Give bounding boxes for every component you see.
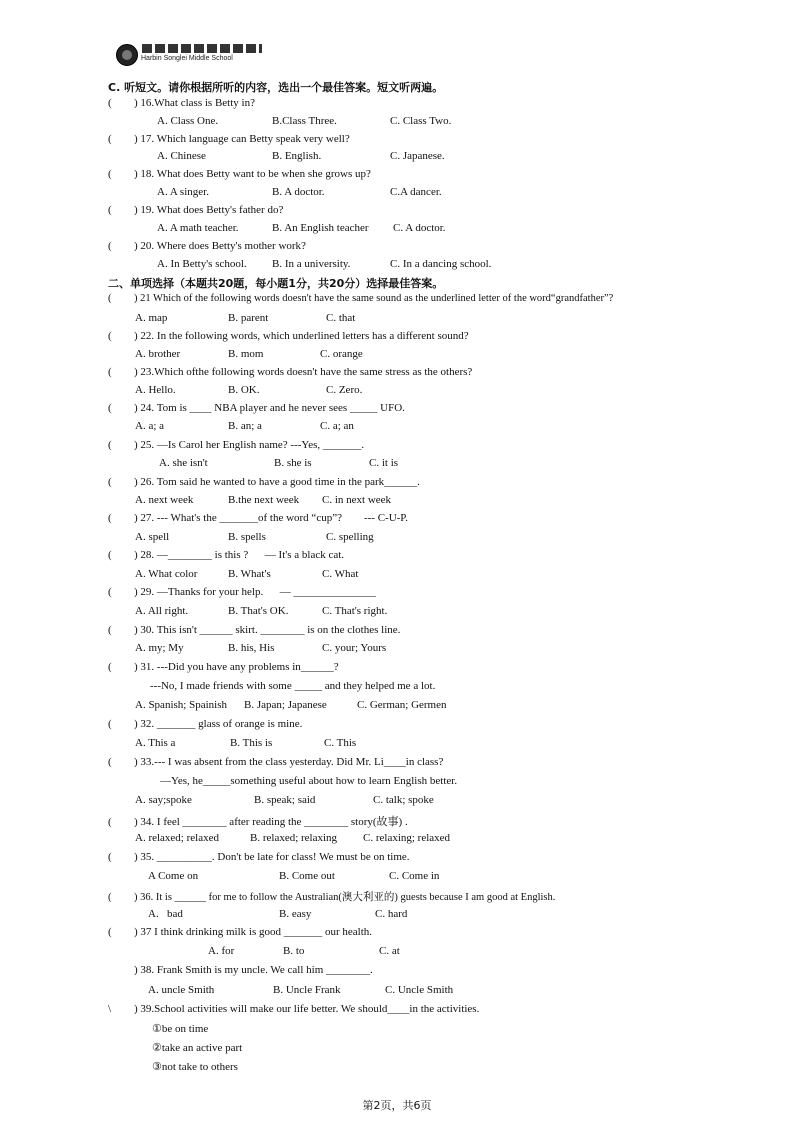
q21-option-b: B. parent <box>228 312 269 324</box>
q32-option-b: B. This is <box>230 737 273 749</box>
q22-option-a: A. brother <box>135 348 181 360</box>
q26-option-a: A. next week <box>135 494 194 506</box>
q32-option-a: A. This a <box>135 737 176 749</box>
q28-option-b: B. What's <box>228 568 271 580</box>
question-19: ( ) 19. What does Betty's father do? <box>108 204 284 216</box>
question-34: ( ) 34. I feel ________ after reading the ________ story(故事) . <box>108 816 408 828</box>
q23-option-c: C. Zero. <box>326 384 363 396</box>
school-header <box>116 42 316 66</box>
q37-option-c: C. at <box>379 945 400 957</box>
q27-option-a: A. spell <box>135 531 170 543</box>
q22-option-b: B. mom <box>228 348 264 360</box>
question-33: ( ) 33.--- I was absent from the class yesterday. Did Mr. Li____in class? <box>108 756 444 768</box>
q30-option-a: A. my; My <box>135 642 184 654</box>
q33-option-a: A. say;spoke <box>135 794 192 806</box>
q17-option-c: C. Japanese. <box>390 150 445 162</box>
q34-option-b: B. relaxed; relaxing <box>250 832 338 844</box>
school-name-en: Harbin Songlei Middle School <box>141 55 233 62</box>
page-number: 第2页，共6页 <box>362 1099 432 1112</box>
q20-option-b: B. In a university. <box>272 258 351 270</box>
q30-option-c: C. your; Yours <box>322 642 387 654</box>
q38-option-c: C. Uncle Smith <box>385 984 454 996</box>
q18-option-a: A. A singer. <box>157 186 209 198</box>
q28-option-a: A. What color <box>135 568 198 580</box>
question-24: ( ) 24. Tom is ____ NBA player and he never sees _____ UFO. <box>108 402 405 414</box>
q34-option-a: A. relaxed; relaxed <box>135 832 219 844</box>
q26-option-c: C. in next week <box>322 494 392 506</box>
q27-option-c: C. spelling <box>326 531 374 543</box>
q35-option-b: B. Come out <box>279 870 335 882</box>
question-38: ) 38. Frank Smith is my uncle. We call him ________. <box>134 964 373 976</box>
question-31-line2: ---No, I made friends with some _____ and they helped me a lot. <box>150 680 436 692</box>
q22-option-c: C. orange <box>320 348 363 360</box>
question-36: ( ) 36. It is ______ for me to follow the Australian(澳大利亚的) guests because I am good at English. <box>108 892 556 903</box>
q23-option-b: B. OK. <box>228 384 260 396</box>
q33-option-c: C. talk; spoke <box>373 794 434 806</box>
q24-option-a: A. a; a <box>135 420 165 432</box>
q21-option-a: A. map <box>135 312 168 324</box>
question-33-line2: —Yes, he_____something useful about how to learn English better. <box>160 775 458 787</box>
question-18: ( ) 18. What does Betty want to be when she grows up? <box>108 168 371 180</box>
q29-option-c: C. That's right. <box>322 605 388 617</box>
q30-option-b: B. his, His <box>228 642 275 654</box>
q18-option-b: B. A doctor. <box>272 186 325 198</box>
q16-option-b: B.Class Three. <box>272 115 337 127</box>
q26-option-b: B.the next week <box>228 494 300 506</box>
q39-option-2: ②take an active part <box>152 1042 243 1054</box>
school-name-blurred <box>142 44 262 53</box>
section-c-title: C. 听短文。请你根据所听的内容，选出一个最佳答案。短文听两遍。 <box>108 81 444 94</box>
question-23: ( ) 23.Which ofthe following words doesn't have the same stress as the others? <box>108 366 473 378</box>
q25-option-a: A. she isn't <box>159 457 208 469</box>
q25-option-b: B. she is <box>274 457 312 469</box>
q37-option-a: A. for <box>208 945 235 957</box>
q21-option-c: C. that <box>326 312 356 324</box>
q16-option-c: C. Class Two. <box>390 115 452 127</box>
q36-option-c: C. hard <box>375 908 408 920</box>
question-28: ( ) 28. —________ is this ? — It's a black cat. <box>108 549 345 561</box>
question-30: ( ) 30. This isn't ______ skirt. ________ is on the clothes line. <box>108 624 401 636</box>
q36-option-b: B. easy <box>279 908 312 920</box>
question-25: ( ) 25. —Is Carol her English name? ---Yes, _______. <box>108 439 365 451</box>
q25-option-c: C. it is <box>369 457 399 469</box>
q29-option-b: B. That's OK. <box>228 605 289 617</box>
question-32: ( ) 32. _______ glass of orange is mine. <box>108 718 303 730</box>
question-26: ( ) 26. Tom said he wanted to have a good time in the park______. <box>108 476 420 488</box>
question-21: ( ) 21 Which of the following words doesn't have the same sound as the underlined letter of the word“grandfather”? <box>108 293 614 304</box>
q18-option-c: C.A dancer. <box>390 186 442 198</box>
question-39: \ ) 39.School activities will make our life better. We should____in the activities. <box>108 1003 480 1015</box>
q31-option-b: B. Japan; Japanese <box>244 699 327 711</box>
question-35: ( ) 35. __________. Don't be late for class! We must be on time. <box>108 851 410 863</box>
q36-option-a: A. bad <box>148 908 183 920</box>
q39-option-1: ①be on time <box>152 1023 209 1035</box>
q19-option-b: B. An English teacher <box>272 222 369 234</box>
q39-option-3: ③not take to others <box>152 1061 238 1073</box>
q17-option-b: B. English. <box>272 150 322 162</box>
q28-option-c: C. What <box>322 568 359 580</box>
q34-option-c: C. relaxing; relaxed <box>363 832 451 844</box>
school-logo-icon <box>116 44 138 66</box>
q19-option-a: A. A math teacher. <box>157 222 239 234</box>
section-2-title: 二、单项选择（本题共20题，每小题1分，共20分）选择最佳答案。 <box>108 277 444 290</box>
q24-option-c: C. a; an <box>320 420 354 432</box>
q31-option-a: A. Spanish; Spainish <box>135 699 227 711</box>
q17-option-a: A. Chinese <box>157 150 206 162</box>
question-29: ( ) 29. —Thanks for your help. — _______________ <box>108 586 376 598</box>
q37-option-b: B. to <box>283 945 305 957</box>
q19-option-c: C. A doctor. <box>393 222 446 234</box>
q35-option-c: C. Come in <box>389 870 440 882</box>
question-22: ( ) 22. In the following words, which underlined letters has a different sound? <box>108 330 469 342</box>
question-37: ( ) 37 I think drinking milk is good _______ our health. <box>108 926 373 938</box>
q38-option-a: A. uncle Smith <box>148 984 215 996</box>
question-16: ( ) 16.What class is Betty in? <box>108 97 255 109</box>
question-17: ( ) 17. Which language can Betty speak very well? <box>108 133 350 145</box>
q31-option-c: C. German; Germen <box>357 699 447 711</box>
q24-option-b: B. an; a <box>228 420 262 432</box>
q27-option-b: B. spells <box>228 531 266 543</box>
q32-option-c: C. This <box>324 737 357 749</box>
q33-option-b: B. speak; said <box>254 794 316 806</box>
question-27: ( ) 27. --- What's the _______of the word “cup”? --- C-U-P. <box>108 512 408 524</box>
question-31: ( ) 31. ---Did you have any problems in______? <box>108 661 339 673</box>
question-20: ( ) 20. Where does Betty's mother work? <box>108 240 306 252</box>
q29-option-a: A. All right. <box>135 605 189 617</box>
q23-option-a: A. Hello. <box>135 384 176 396</box>
q20-option-a: A. In Betty's school. <box>157 258 247 270</box>
q38-option-b: B. Uncle Frank <box>273 984 341 996</box>
q35-option-a: A Come on <box>148 870 199 882</box>
q20-option-c: C. In a dancing school. <box>390 258 492 270</box>
q16-option-a: A. Class One. <box>157 115 219 127</box>
